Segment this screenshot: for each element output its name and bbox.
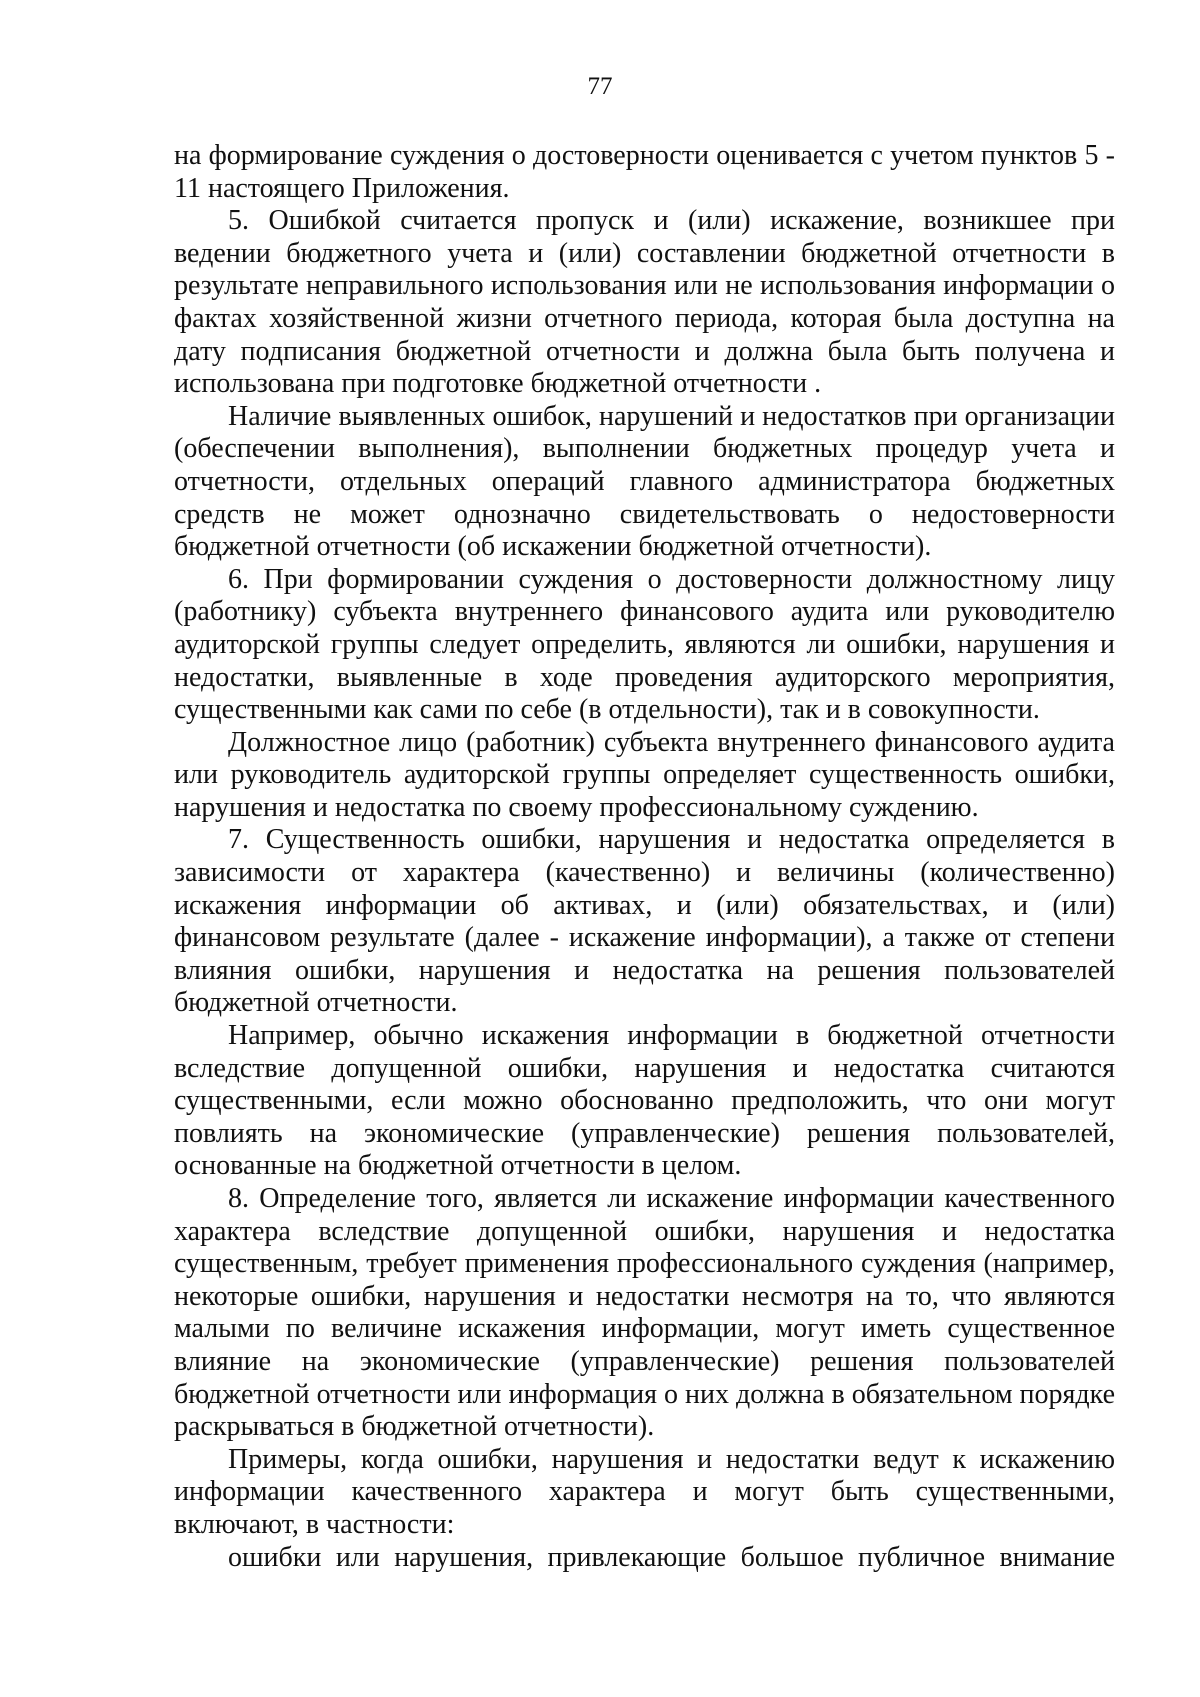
paragraph: 7. Существенность ошибки, нарушения и недостатка определяется в зависимости от характера (качественно) и величины (количественно) искажения информации об активах, и (или) обязательствах, и (или) финансовом результате (далее - искажение информации), а также от степени влияния ошибки, нарушения и недостатка на решения пользователей бюджетной отчетности. <box>174 824 1115 1019</box>
paragraph: ошибки или нарушения, привлекающие большое публичное внимание <box>228 1541 1115 1573</box>
paragraph: 8. Определение того, является ли искажение информации качественного характера вследствие допущенной ошибки, нарушения и недостатка существенным, требует применения профессионального суждения (например, некоторые ошибки, нарушения и недостатки несмотря на то, что являются малыми по величине искажения информации, могут иметь существенное влияние на экономические (управленческие) решения пользователей бюджетной отчетности или информация о них должна в обязательном порядке раскрываться в бюджетной отчетности). <box>174 1183 1115 1443</box>
paragraph: 5. Ошибкой считается пропуск и (или) искажение, возникшее при ведении бюджетного учета и (или) составлении бюджетной отчетности в результате неправильного использования или не использования информации о фактах хозяйственной жизни отчетного периода, которая была доступна на дату подписания бюджетной отчетности и должна была быть получена и использована при подготовке бюджетной отчетности . <box>174 205 1115 400</box>
paragraph: Должностное лицо (работник) субъекта внутреннего финансового аудита или руководитель аудиторской группы определяет существенность ошибки, нарушения и недостатка по своему профессиональному суждению. <box>174 726 1115 823</box>
page-number: 77 <box>587 73 613 100</box>
paragraph: Например, обычно искажения информации в бюджетной отчетности вследствие допущенной ошибки, нарушения и недостатка считаются существенными, если можно обоснованно предположить, что они могут повлиять на экономические (управленческие) решения пользователей, основанные на бюджетной отчетности в целом. <box>174 1020 1115 1182</box>
document-body <box>174 140 1115 1574</box>
paragraph: Примеры, когда ошибки, нарушения и недостатки ведут к искажению информации качественного характера и могут быть существенными, включают, в частности: <box>174 1443 1115 1540</box>
paragraph: на формирование суждения о достоверности оценивается с учетом пунктов 5 - 11 настоящего Приложения. <box>174 140 1115 204</box>
paragraph: 6. При формировании суждения о достоверности должностному лицу (работнику) субъекта внутреннего финансового аудита или руководителю аудиторской группы следует определить, являются ли ошибки, нарушения и недостатки, выявленные в ходе проведения аудиторского мероприятия, существенными как сами по себе (в отдельности), так и в совокупности. <box>174 563 1115 726</box>
paragraph: Наличие выявленных ошибок, нарушений и недостатков при организации (обеспечении выполнения), выполнении бюджетных процедур учета и отчетности, отдельных операций главного администратора бюджетных средств не может однозначно свидетельствовать о недостоверности бюджетной отчетности (об искажении бюджетной отчетности). <box>174 400 1115 563</box>
